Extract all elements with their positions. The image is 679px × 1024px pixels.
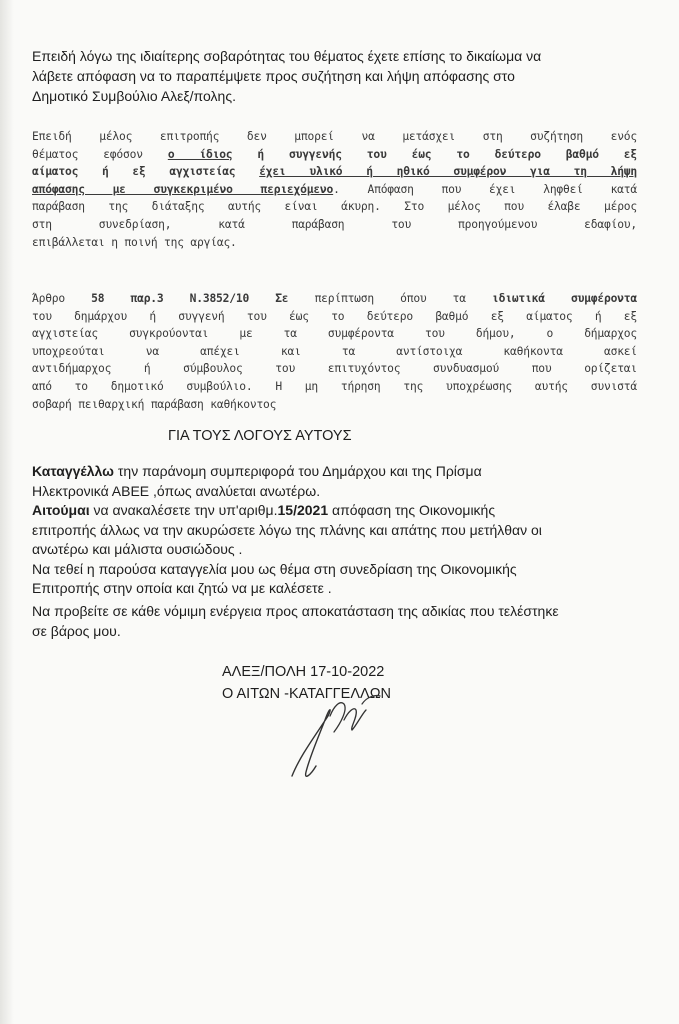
text-line: Επειδή λόγω της ιδιαίτερης σοβαρότητας του θέματος έχετε επίσης το δικαίωμα να xyxy=(32,48,542,64)
section-heading: ΓΙΑ ΤΟΥΣ ΛΟΓΟΥΣ ΑΥΤΟΥΣ xyxy=(168,428,352,444)
text-span-emphasis: απόφασης με συγκεκριμένο περιεχόμενο xyxy=(32,182,334,196)
text-span: να ανακαλέσετε την υπ'αριθμ. xyxy=(89,502,278,518)
text-line: Να προβείτε σε κάθε νόμιμη ενέργεια προς αποκατάσταση της αδικίας που τελέστηκε xyxy=(32,603,559,619)
text-line: σοβαρή πειθαρχική παράβαση καθήκοντος xyxy=(32,397,277,411)
text-line: Επιτροπής στην οποία και ζητώ να με καλέσετε . xyxy=(32,580,332,596)
text-line: ανωτέρω και μάλιστα ουσιώδους . xyxy=(32,541,243,557)
text-line: αντιδήμαρχος ή σύμβουλος του επιτυχόντος συνδυασμού που ορίζεται xyxy=(32,362,637,376)
text-span-bold: Καταγγέλλω xyxy=(32,463,114,479)
text-line: παράβαση της διάταξης αυτής είναι άκυρη. Στο μέλος που έλαβε μέρος xyxy=(32,200,637,214)
text-line: επιβάλλεται η ποινή της αργίας. xyxy=(32,235,237,249)
text-span-emphasis: έχει υλικό ή ηθικό συμφέρον για τη λήψη xyxy=(259,165,637,179)
text-span-bold: ιδιωτικά συμφέροντα xyxy=(492,292,637,305)
paragraph-final-request xyxy=(32,602,637,641)
signature-image xyxy=(270,676,410,786)
text-line: αγχιστείας συγκρούονται με τα συμφέροντα του δήμου, ο δήμαρχος xyxy=(32,327,637,341)
text-line: λάβετε απόφαση να το παραπέμψετε προς συζήτηση και λήψη απόφασης στο xyxy=(32,68,515,84)
text-line: Επειδή μέλος επιτροπής δεν μπορεί να μετάσχει στη συζήτηση ενός xyxy=(32,130,637,143)
text-line xyxy=(32,462,637,482)
text-line: του δημάρχου ή συγγενή του έως το δεύτερο βαθμό εξ αίματος ή εξ xyxy=(32,309,637,323)
text-line: Δημοτικό Συμβούλιο Αλεξ/πολης. xyxy=(32,88,236,104)
text-span: . Απόφαση που έχει ληφθεί κατά xyxy=(333,182,637,196)
text-line: στη συνεδρίαση, κατά παράβαση του προηγούμενου εδαφίου, xyxy=(32,217,637,231)
scan-edge xyxy=(0,0,14,1024)
text-span-bold: Αιτούμαι xyxy=(32,502,90,518)
text-span-bold: αίματος ή εξ αγχιστείας xyxy=(32,165,260,179)
text-span: θέματος εφόσον xyxy=(32,147,168,161)
text-line xyxy=(32,146,637,164)
text-span: Άρθρο xyxy=(32,292,92,305)
text-span: απόφαση της Οικονομικής xyxy=(328,502,496,518)
paragraph-law-article xyxy=(32,290,637,413)
text-line: επιτροπής άλλως να την ακυρώσετε λόγω της πλάνης και απάτης που μετήλθαν οι xyxy=(32,521,542,538)
text-span: περίπτωση όπου τα xyxy=(288,292,493,305)
text-span-bold: 15/2021 xyxy=(277,502,329,518)
text-line: υποχρεούται να απέχει και τα αντίστοιχα καθήκοντα ασκεί xyxy=(32,344,637,358)
text-line xyxy=(32,290,637,308)
text-line: Ηλεκτρονικά ΑΒΕΕ ,όπως αναλύεται ανωτέρω. xyxy=(32,482,321,499)
text-span-bold: 58 παρ.3 Ν.3852/10 Σε xyxy=(91,292,289,305)
paragraph-member-conflict xyxy=(32,128,637,251)
text-line: Να τεθεί η παρούσα καταγγελία μου ως θέμα στη συνεδρίαση της Οικονομικής xyxy=(32,560,517,577)
paragraph-committee-right xyxy=(32,46,637,106)
text-line: σε βάρος μου. xyxy=(32,622,121,639)
text-span-bold: ή συγγενής του έως το δεύτερο βαθμό εξ xyxy=(232,147,637,161)
text-span-emphasis: ο ίδιος xyxy=(167,147,233,161)
text-line xyxy=(32,163,637,181)
text-span: την παράνομη συμπεριφορά του Δημάρχου και της Πρίσμα xyxy=(113,463,482,479)
text-line xyxy=(32,181,637,199)
paragraph-requests xyxy=(32,462,637,599)
signer-title: Ο ΑΙΤΩΝ -ΚΑΤΑΓΓΕΛΛΩΝ xyxy=(222,686,392,702)
text-line: από το δημοτικό συμβούλιο. Η μη τήρηση της υποχρέωσης αυτής συνιστά xyxy=(32,379,637,393)
text-line xyxy=(32,501,637,521)
place-date: ΑΛΕΞ/ΠΟΛΗ 17-10-2022 xyxy=(222,664,385,680)
